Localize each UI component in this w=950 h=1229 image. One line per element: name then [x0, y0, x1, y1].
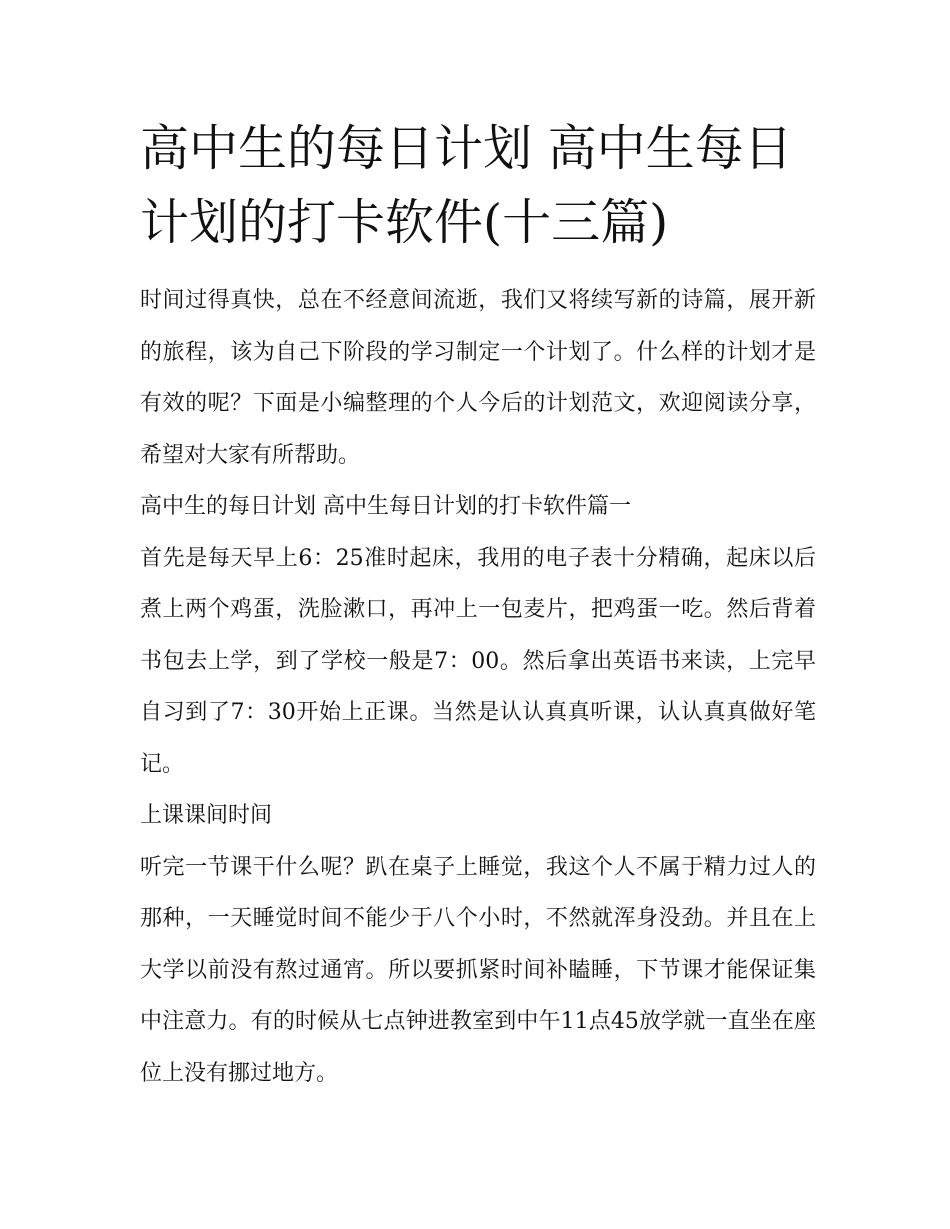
- morning-paragraph: 首先是每天早上6：25准时起床，我用的电子表十分精确，起床以后煮上两个鸡蛋，洗脸漱口，再冲上一包麦片，把鸡蛋一吃。然后背着书包去上学，到了学校一般是7：00。然后拿出英语书来读，上完早自习到了7：30开始上正课。当然是认认真真听课，认认真真做好笔记。: [140, 545, 816, 777]
- page-title: 高中生的每日计划 高中生每日计划的打卡软件(十三篇): [140, 120, 793, 251]
- intro-paragraph: 时间过得真快，总在不经意间流逝，我们又将续写新的诗篇，展开新的旅程，该为自己下阶段的学习制定一个计划了。什么样的计划才是有效的呢？下面是小编整理的个人今后的计划范文，欢迎阅读分享，希望对大家有所帮助。: [140, 288, 816, 468]
- document-body: [140, 275, 816, 1099]
- break-paragraph: 听完一节课干什么呢？趴在桌子上睡觉，我这个人不属于精力过人的那种，一天睡觉时间不能少于八个小时，不然就浑身没劲。并且在上大学以前没有熬过通宵。所以要抓紧时间补瞌睡，下节课才能保证集中注意力。有的时候从七点钟进教室到中午11点45放学就一直坐在座位上没有挪过地方。: [140, 854, 816, 1086]
- subsection-heading: 上课课间时间: [140, 803, 273, 828]
- section-heading: 高中生的每日计划 高中生每日计划的打卡软件篇一: [140, 494, 631, 519]
